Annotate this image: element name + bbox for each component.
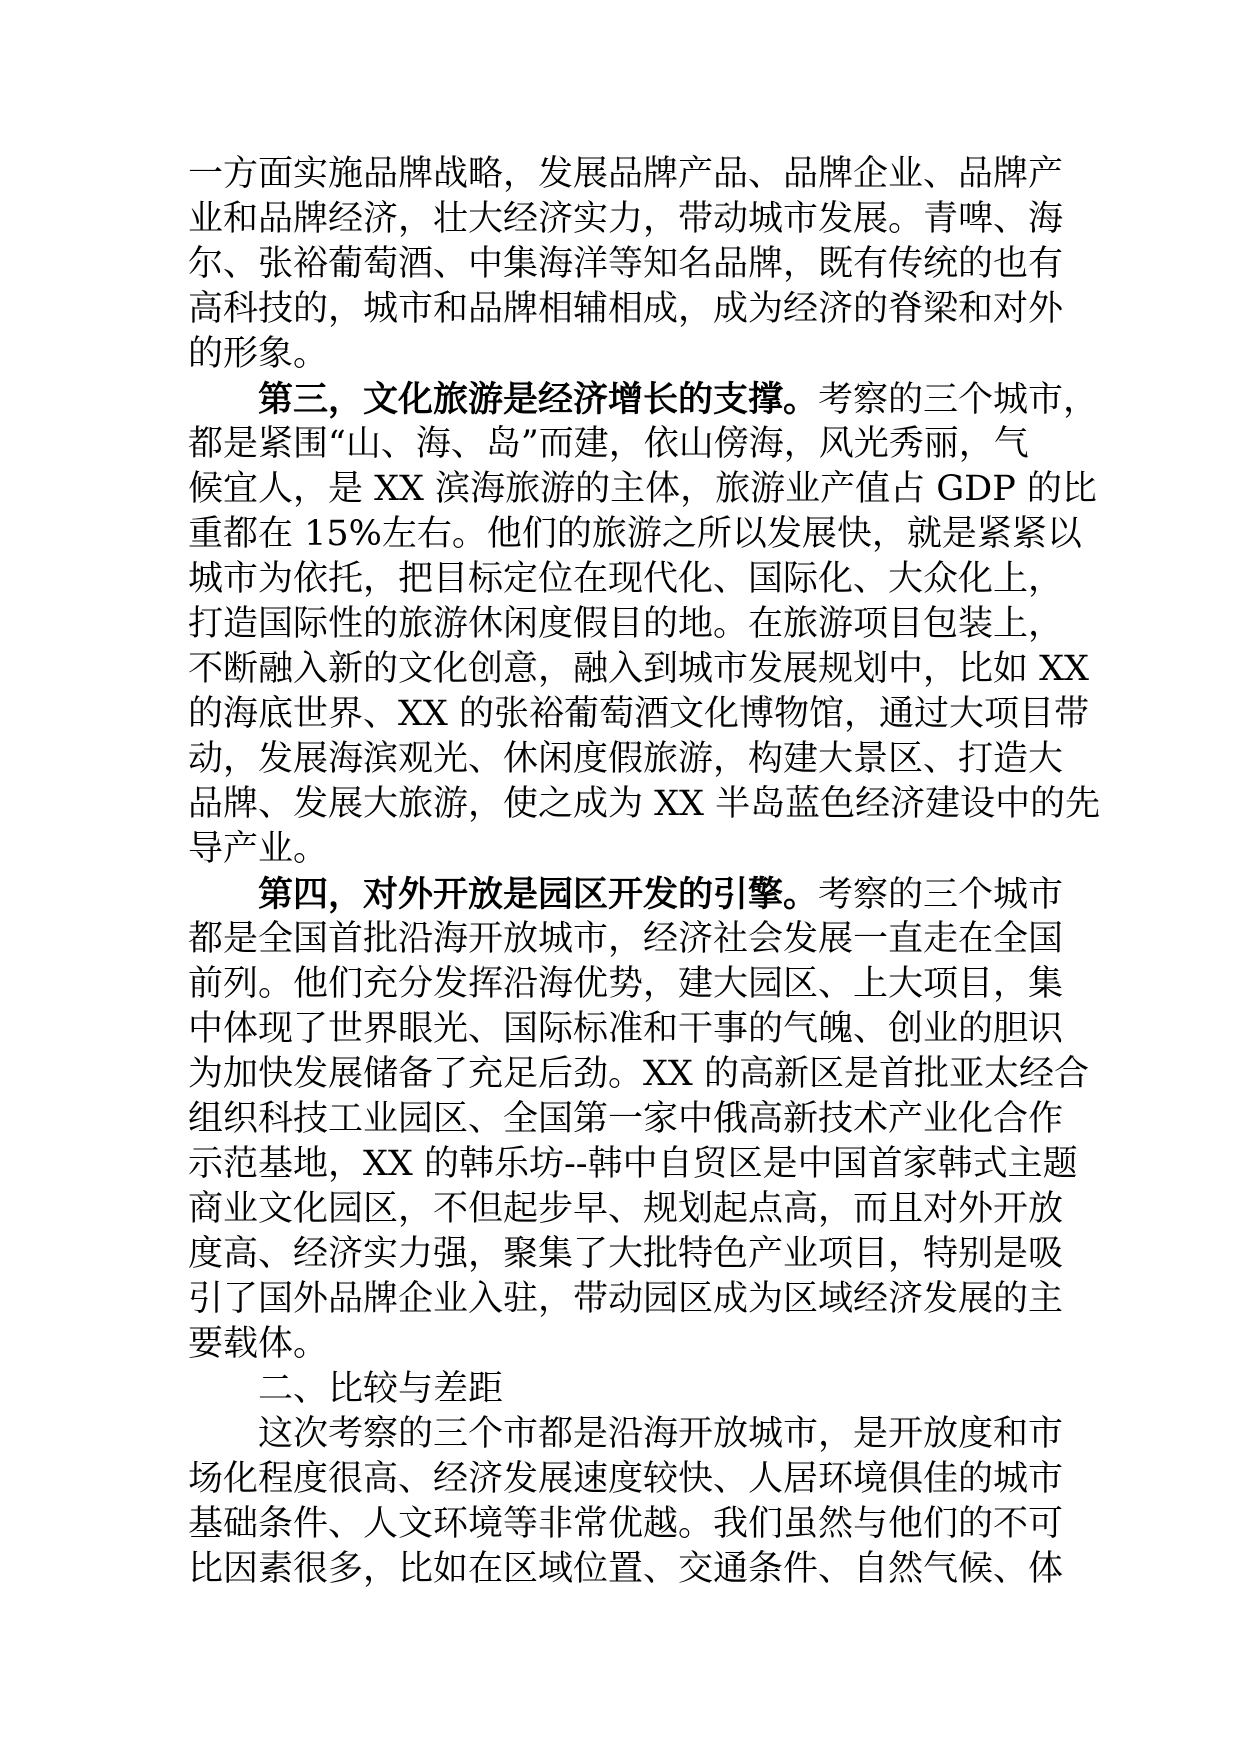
text-line: 的形象。	[188, 334, 329, 374]
text-line: 要载体。	[188, 1324, 329, 1364]
point-three-heading: 第三，文化旅游是经济增长的支撑。	[258, 379, 819, 420]
text-run: 考察的三个城市，	[818, 380, 1099, 420]
text-line: 都是紧围“山、海、岛”而建，依山傍海，风光秀丽，气	[188, 424, 1029, 464]
text-line: 业和品牌经济，壮大经济实力，带动城市发展。青啤、海	[188, 199, 1064, 239]
text-line: 动，发展海滨观光、休闲度假旅游，构建大景区、打造大	[188, 739, 1064, 779]
document-page	[188, 152, 1101, 1592]
text-line: 中体现了世界眼光、国际标准和干事的气魄、创业的胆识	[188, 1009, 1064, 1049]
text-line: 引了国外品牌企业入驻，带动园区成为区域经济发展的主	[188, 1279, 1064, 1319]
text-line: 候宜人，是 XX 滨海旅游的主体，旅游业产值占 GDP 的比	[188, 469, 1097, 509]
text-line: 尔、张裕葡萄酒、中集海洋等知名品牌，既有传统的也有	[188, 244, 1064, 284]
text-line: 品牌、发展大旅游，使之成为 XX 半岛蓝色经济建设中的先	[188, 784, 1101, 824]
text-line: 基础条件、人文环境等非常优越。我们虽然与他们的不可	[188, 1504, 1064, 1544]
text-line	[188, 872, 1064, 917]
text-line: 度高、经济实力强，聚集了大批特色产业项目，特别是吸	[188, 1234, 1064, 1274]
text-line: 重都在 15%左右。他们的旅游之所以发展快，就是紧紧以	[188, 514, 1082, 554]
text-line: 一方面实施品牌战略，发展品牌产品、品牌企业、品牌产	[188, 154, 1064, 194]
paragraph-brand-strategy	[188, 152, 1064, 377]
text-line: 为加快发展储备了充足后劲。XX 的高新区是首批亚太经合	[188, 1054, 1089, 1094]
text-line: 城市为依托，把目标定位在现代化、国际化、大众化上，	[188, 559, 1064, 599]
text-line: 打造国际性的旅游休闲度假目的地。在旅游项目包装上，	[188, 604, 1064, 644]
text-run: 考察的三个城市	[818, 875, 1064, 915]
text-line: 导产业。	[188, 829, 329, 869]
text-line: 示范基地，XX 的韩乐坊--韩中自贸区是中国首家韩式主题	[188, 1144, 1078, 1184]
text-line: 组织科技工业园区、全国第一家中俄高新技术产业化合作	[188, 1099, 1064, 1139]
paragraph-culture-tourism	[188, 377, 1101, 872]
text-line: 场化程度很高、经济发展速度较快、人居环境俱佳的城市	[188, 1459, 1064, 1499]
text-line	[188, 377, 1099, 422]
text-line: 比因素很多，比如在区域位置、交通条件、自然气候、体	[188, 1549, 1064, 1589]
point-four-heading: 第四，对外开放是园区开发的引擎。	[258, 874, 819, 915]
text-line: 都是全国首批沿海开放城市，经济社会发展一直走在全国	[188, 919, 1064, 959]
text-line: 不断融入新的文化创意，融入到城市发展规划中，比如 XX	[188, 649, 1089, 689]
text-line: 前列。他们充分发挥沿海优势，建大园区、上大项目，集	[188, 964, 1064, 1004]
text-line: 商业文化园区，不但起步早、规划起点高，而且对外开放	[188, 1189, 1064, 1229]
text-line: 的海底世界、XX 的张裕葡萄酒文化博物馆，通过大项目带	[188, 694, 1089, 734]
paragraph-comparison	[188, 1412, 1064, 1592]
section-heading: 二、比较与差距	[258, 1369, 504, 1409]
text-line: 这次考察的三个市都是沿海开放城市，是开放度和市	[258, 1414, 1064, 1454]
text-line: 高科技的，城市和品牌相辅相成，成为经济的脊梁和对外	[188, 289, 1064, 329]
paragraph-opening-up	[188, 872, 1089, 1367]
